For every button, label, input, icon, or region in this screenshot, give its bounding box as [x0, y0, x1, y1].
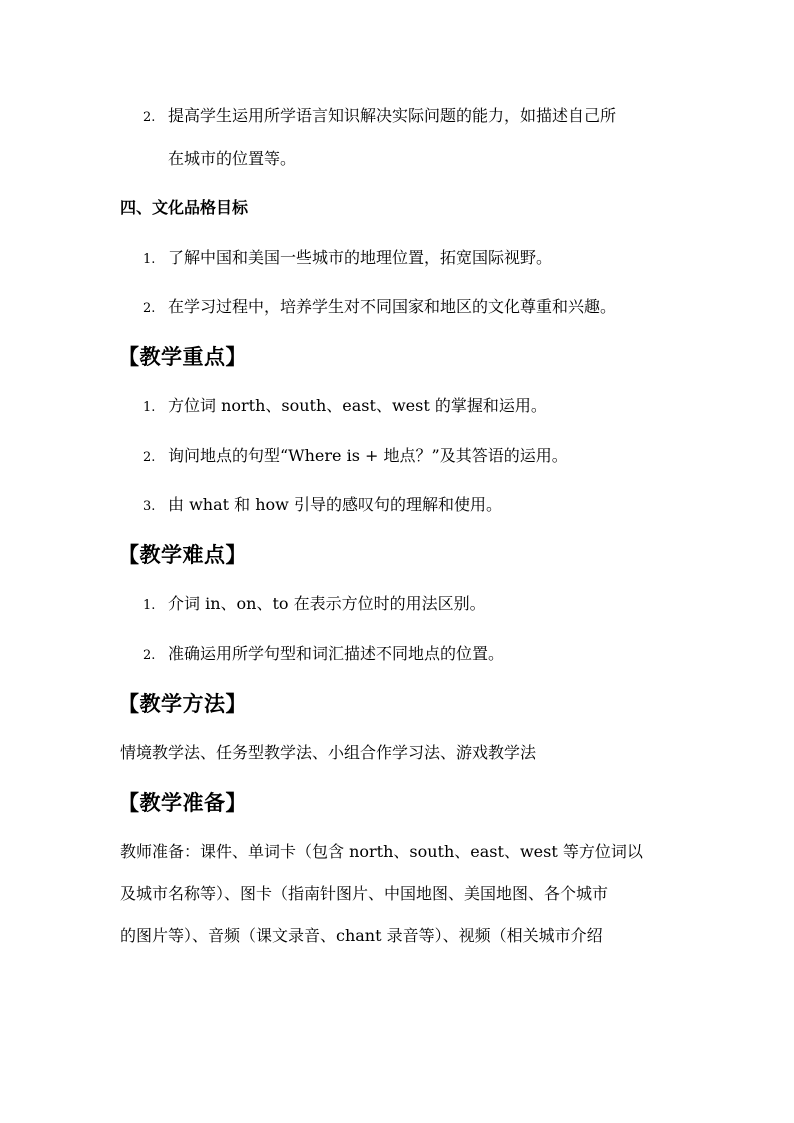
ability-goal-item-2 — [143, 106, 616, 128]
list-number: 1. — [143, 598, 156, 613]
culture-goal-heading: 四、文化品格目标 — [120, 198, 249, 217]
list-item-text: 准确运用所学句型和词汇描述不同地点的位置。 — [168, 644, 505, 663]
preparation-line-2: 及城市名称等）、图卡（指南针图片、中国地图、美国地图、各个城市 — [120, 884, 609, 903]
methods-text: 情境教学法、任务型教学法、小组合作学习法、游戏教学法 — [120, 743, 537, 762]
key-points-heading: 【教学重点】 — [118, 344, 247, 369]
key-point-item-2 — [143, 446, 568, 468]
list-number: 2. — [143, 110, 156, 125]
list-item-text: 询问地点的句型“Where is + 地点？”及其答语的运用。 — [168, 446, 568, 465]
methods-heading: 【教学方法】 — [118, 691, 247, 716]
list-item-text: 方位词 north、south、east、west 的掌握和运用。 — [168, 396, 547, 415]
list-item-text: 在学习过程中，培养学生对不同国家和地区的文化尊重和兴趣。 — [168, 297, 617, 316]
culture-goal-item-1 — [143, 248, 552, 270]
preparation-line-3: 的图片等）、音频（课文录音、chant 录音等）、视频（相关城市介绍 — [120, 926, 603, 945]
preparation-line-1: 教师准备：课件、单词卡（包含 north、south、east、west 等方位词以 — [120, 842, 643, 861]
list-number: 1. — [143, 252, 156, 267]
list-number: 2. — [143, 648, 156, 663]
key-point-item-3 — [143, 495, 502, 517]
list-item-text: 介词 in、on、to 在表示方位时的用法区别。 — [168, 594, 486, 613]
list-item-text: 由 what 和 how 引导的感叹句的理解和使用。 — [168, 495, 502, 514]
list-item-text: 了解中国和美国一些城市的地理位置，拓宽国际视野。 — [168, 248, 553, 267]
culture-goal-item-2 — [143, 297, 616, 319]
difficult-points-heading: 【教学难点】 — [118, 542, 247, 567]
difficult-point-item-2 — [143, 644, 504, 666]
list-number: 2. — [143, 450, 156, 465]
key-point-item-1 — [143, 396, 547, 418]
list-number: 2. — [143, 301, 156, 316]
list-number: 1. — [143, 400, 156, 415]
ability-goal-item-2-continuation: 在城市的位置等。 — [168, 149, 297, 168]
list-item-text: 提高学生运用所学语言知识解决实际问题的能力，如描述自己所 — [168, 106, 617, 125]
preparation-heading: 【教学准备】 — [118, 790, 247, 815]
difficult-point-item-1 — [143, 594, 486, 616]
list-number: 3. — [143, 499, 156, 514]
